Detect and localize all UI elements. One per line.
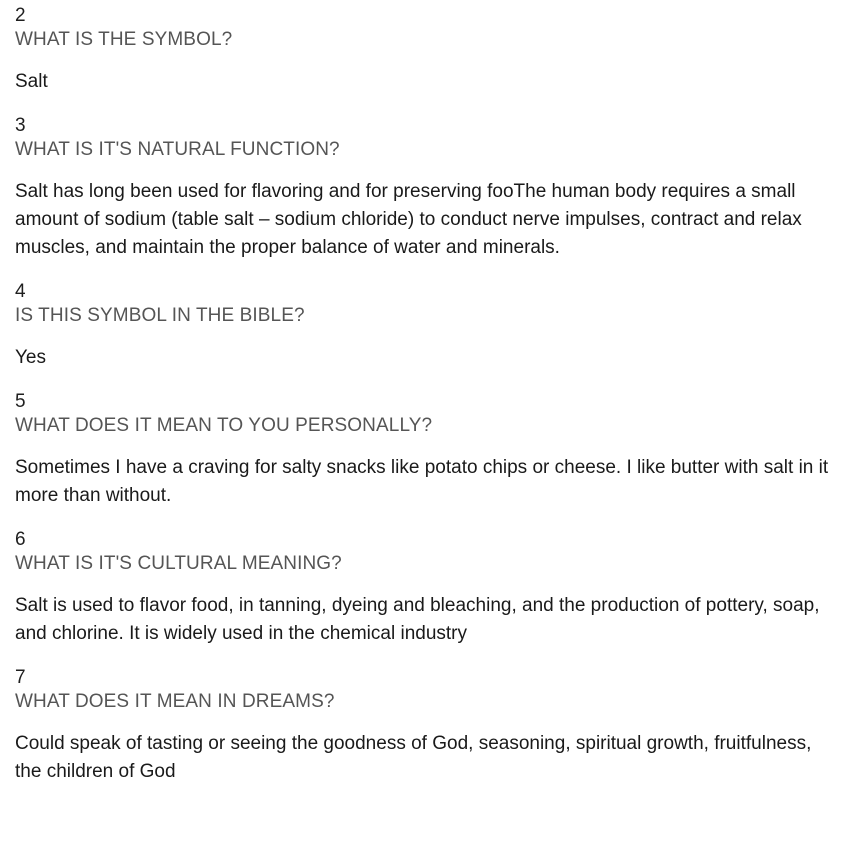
answer-text: Salt: [15, 71, 48, 92]
answer-text: Yes: [15, 347, 46, 368]
qa-item: [15, 666, 835, 786]
question-number: 2: [15, 5, 26, 26]
answer-text: Sometimes I have a craving for salty snacks like potato chips or cheese. I like butter with salt in it more than without.: [15, 457, 829, 506]
question-label: WHAT IS THE SYMBOL?: [15, 29, 233, 50]
question-number: 6: [15, 529, 26, 550]
qa-item: [15, 390, 835, 510]
qa-item: [15, 4, 835, 96]
question-number: 5: [15, 391, 26, 412]
question-number: 4: [15, 281, 26, 302]
qa-item: [15, 528, 835, 648]
answer-text: Salt has long been used for flavoring and for preserving fooThe human body requires a small amount of sodium (table salt – sodium chloride) to conduct nerve impulses, contract and relax muscles, and maintain the proper balance of water and minerals.: [15, 181, 802, 258]
answer-text: Salt is used to flavor food, in tanning, dyeing and bleaching, and the production of pottery, soap, and chlorine. It is widely used in the chemical industry: [15, 595, 820, 644]
question-number: 7: [15, 667, 26, 688]
qa-item: [15, 114, 835, 262]
question-number: 3: [15, 115, 26, 136]
question-label: WHAT DOES IT MEAN TO YOU PERSONALLY?: [15, 415, 433, 436]
question-label: WHAT IS IT'S CULTURAL MEANING?: [15, 553, 342, 574]
answer-text: Could speak of tasting or seeing the goodness of God, seasoning, spiritual growth, fruitfulness, the children of God: [15, 733, 812, 782]
question-label: IS THIS SYMBOL IN THE BIBLE?: [15, 305, 305, 326]
question-label: WHAT DOES IT MEAN IN DREAMS?: [15, 691, 335, 712]
question-label: WHAT IS IT'S NATURAL FUNCTION?: [15, 139, 340, 160]
qa-item: [15, 280, 835, 372]
